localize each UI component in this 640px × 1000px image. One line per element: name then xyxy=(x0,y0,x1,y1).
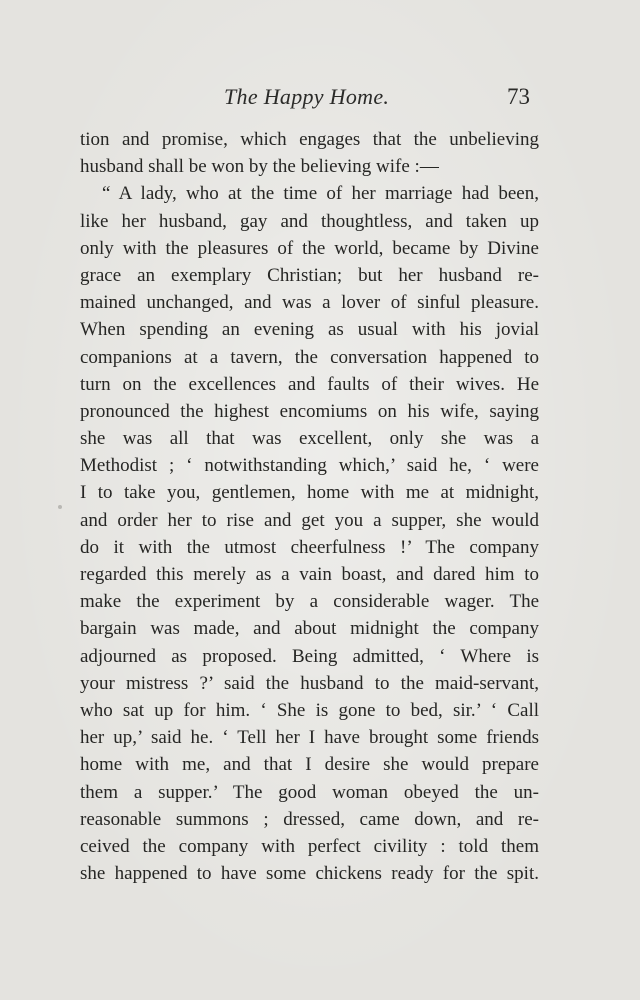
text-line: “ A lady, who at the time of her marriage had been, xyxy=(102,183,539,205)
text-line: tion and promise, which engages that the unbelieving xyxy=(80,129,539,150)
body-text xyxy=(80,126,539,887)
text-line: mained unchanged, and was a lover of sinful pleasure. xyxy=(80,292,539,314)
page-header xyxy=(80,84,538,116)
text-line: your mistress ?’ said the husband to the maid-servant, xyxy=(80,672,539,694)
text-line: I to take you, gentlemen, home with me at midnight, xyxy=(80,482,539,504)
text-line: husband shall be won by the believing wife :— xyxy=(80,156,439,178)
text-line: do it with the utmost cheerfulness !’ The company xyxy=(80,536,539,558)
text-line: pronounced the highest encomiums on his wife, saying xyxy=(80,400,539,422)
text-line: make the experiment by a considerable wager. The xyxy=(80,591,539,613)
text-line: like her husband, gay and thoughtless, and taken up xyxy=(80,210,539,232)
text-line: grace an exemplary Christian; but her husband re- xyxy=(80,264,539,286)
text-line: regarded this merely as a vain boast, and dared him to xyxy=(80,564,539,585)
text-line: turn on the excellences and faults of their wives. He xyxy=(80,373,539,395)
text-line: When spending an evening as usual with his jovial xyxy=(80,319,539,341)
page-number: 73 xyxy=(507,84,530,109)
text-line: only with the pleasures of the world, became by Divine xyxy=(80,237,539,259)
text-line: ceived the company with perfect civility : told them xyxy=(80,835,539,857)
text-line: adjourned as proposed. Being admitted, ‘ Where is xyxy=(80,645,539,667)
text-line: who sat up for him. ‘ She is gone to bed, sir.’ ‘ Call xyxy=(80,699,539,721)
running-title: The Happy Home. xyxy=(224,84,390,109)
text-line: reasonable summons ; dressed, came down, and re- xyxy=(80,808,539,830)
text-line: and order her to rise and get you a supper, she would xyxy=(80,509,539,531)
text-line: her up,’ said he. ‘ Tell her I have brought some friends xyxy=(80,727,539,749)
text-line: home with me, and that I desire she would prepare xyxy=(80,754,539,776)
text-line: them a supper.’ The good woman obeyed the un- xyxy=(80,781,539,803)
text-line: companions at a tavern, the conversation happened to xyxy=(80,346,539,368)
text-line: she happened to have some chickens ready for the spit. xyxy=(80,863,539,885)
text-line: she was all that was excellent, only she was a xyxy=(80,428,539,450)
text-line: Methodist ; ‘ notwithstanding which,’ said he, ‘ were xyxy=(80,455,539,477)
paper-speck xyxy=(58,505,62,509)
text-line: bargain was made, and about midnight the company xyxy=(80,618,539,640)
